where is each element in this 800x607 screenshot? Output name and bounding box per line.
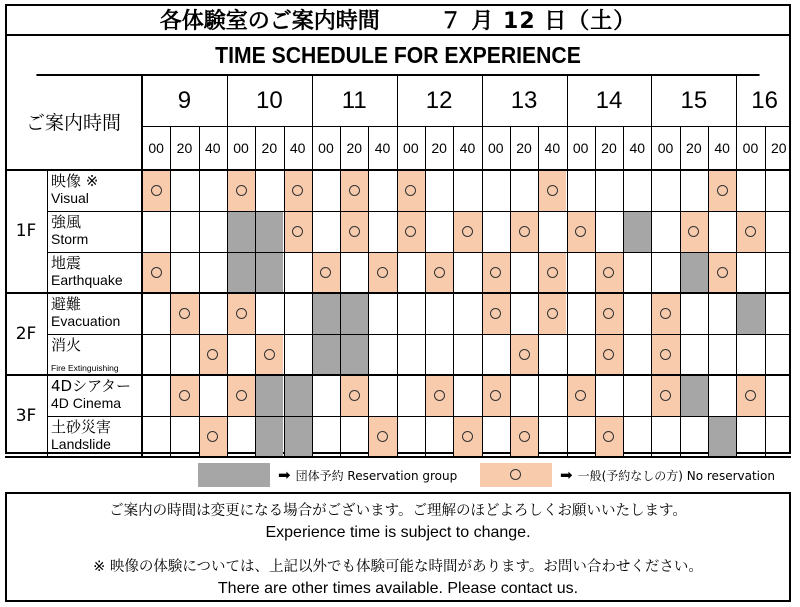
minute-header: 40	[289, 140, 306, 156]
room-name-en: Storm	[51, 231, 89, 247]
title-bar	[5, 4, 791, 36]
minute-header: 20	[261, 140, 278, 156]
minute-header: 20	[431, 140, 447, 156]
hour-header: 9	[177, 87, 192, 114]
note-2-en: There are other times available. Please contact us.	[217, 580, 579, 597]
minute-header: 40	[204, 140, 221, 156]
minute-header: 20	[176, 140, 193, 156]
minute-header: 40	[544, 140, 561, 156]
note-1-jp: ご案内の時間は変更になる場合がございます。ご理解のほどよろしくお願いいたします。	[109, 503, 687, 519]
room-name-jp: 強風	[51, 213, 82, 231]
hour-header: 12	[425, 87, 453, 114]
note-2-jp: ※ 映像の体験については、上記以外でも体験可能な時間があります。お問い合わせください。	[93, 559, 703, 575]
floor-label: 1F	[15, 221, 37, 241]
minute-header: 00	[148, 140, 164, 156]
arrow-icon: ➡	[278, 466, 291, 484]
floor-label: 3F	[15, 406, 37, 426]
notes-box	[5, 492, 791, 602]
minute-header: 40	[714, 140, 730, 156]
room-name-jp: 地震	[51, 254, 82, 272]
minute-header: 40	[374, 140, 391, 156]
title-japanese: 各体験室のご案内時間	[159, 8, 380, 34]
room-name-en: 4D Cinema	[51, 395, 122, 411]
title-date: ７ 月 12 日（土）	[439, 8, 637, 34]
note-1-en: Experience time is subject to change.	[265, 524, 531, 541]
minute-header: 40	[629, 140, 646, 156]
minute-header: 40	[459, 140, 476, 156]
minute-header: 20	[601, 140, 617, 156]
subtitle: TIME SCHEDULE FOR EXPERIENCE	[36, 36, 759, 76]
legend-group	[198, 462, 457, 488]
room-name-en: Landslide	[51, 436, 111, 452]
hour-header: 15	[680, 87, 708, 114]
circle-icon	[510, 469, 521, 480]
hour-header: 13	[510, 87, 538, 114]
minute-header: 00	[742, 140, 759, 156]
legend-group-label: 団体予約 Reservation group	[295, 468, 458, 483]
hour-header: 11	[341, 87, 367, 114]
legend-general	[480, 462, 775, 488]
legend-general-swatch	[480, 463, 552, 487]
minute-header: 20	[346, 140, 363, 156]
minute-header: 00	[487, 140, 504, 156]
grid-line	[5, 456, 791, 458]
minute-header: 20	[770, 140, 787, 156]
legend-general-label: 一般(予約なしの方) No reservation	[577, 468, 775, 483]
room-name-jp: 避難	[51, 295, 82, 313]
hour-header: 16	[751, 87, 778, 114]
room-name-jp: 消火	[51, 336, 82, 354]
minute-header: 20	[686, 140, 702, 156]
corner-label: ご案内時間	[25, 112, 121, 134]
minute-header: 00	[657, 140, 674, 156]
floor-label: 2F	[15, 324, 37, 344]
room-name-en: Fire Extinguishing	[51, 363, 119, 373]
minute-header: 20	[516, 140, 532, 156]
hour-header: 14	[595, 87, 623, 114]
room-name-jp: 映像 ※	[51, 172, 99, 190]
room-name-en: Evacuation	[51, 313, 121, 329]
minute-header: 00	[318, 140, 334, 156]
room-name-jp: 4Dシアター	[51, 377, 132, 395]
legend-group-swatch	[198, 463, 270, 487]
hour-header: 10	[255, 87, 283, 114]
arrow-icon: ➡	[560, 466, 573, 484]
room-name-en: Visual	[51, 190, 89, 206]
minute-header: 00	[572, 140, 589, 156]
room-name-jp: 土砂災害	[51, 418, 112, 436]
minute-header: 00	[233, 140, 249, 156]
minute-header: 00	[403, 140, 419, 156]
room-name-en: Earthquake	[51, 272, 123, 288]
